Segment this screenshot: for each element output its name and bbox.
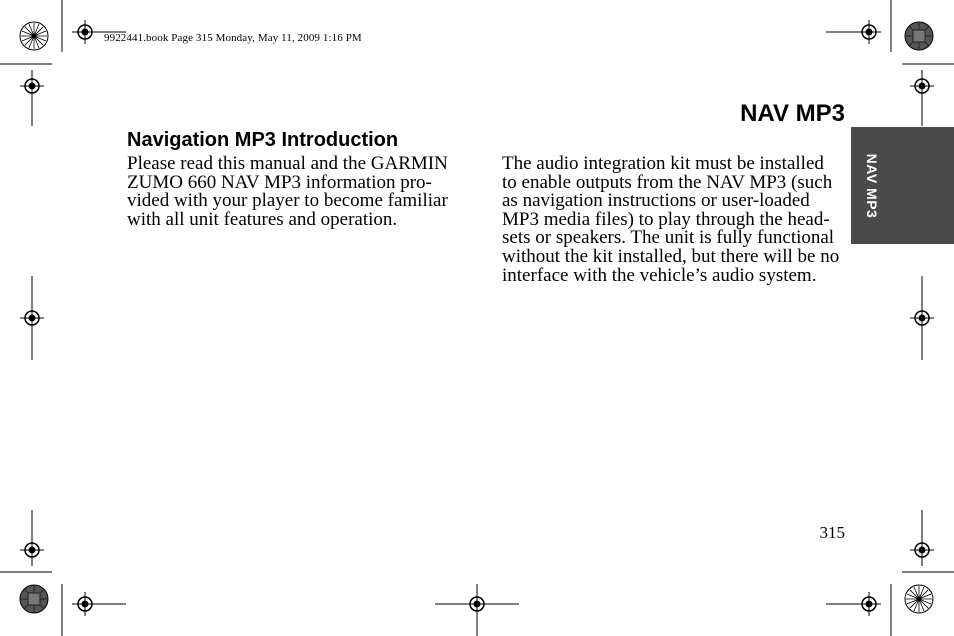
left-column-text [127, 155, 467, 229]
crosshair-target-icon [910, 306, 934, 330]
audio-kit-paragraph [502, 155, 847, 285]
chapter-side-tab-label: NAV MP3 [864, 153, 880, 219]
crosshair-target-icon [20, 306, 44, 330]
text-line: interface with the vehicle’s audio system. [502, 264, 817, 286]
text-line: to enable outputs from the NAV MP3 (such [502, 171, 833, 193]
crosshair-target-icon [910, 74, 934, 98]
text-line: vided with your player to become familiar [127, 190, 448, 212]
page-number: 315 [819, 523, 845, 542]
starburst-registration-icon [20, 22, 48, 50]
page-title: NAV MP3 [740, 100, 845, 127]
crosshair-target-icon [20, 538, 44, 562]
crosshair-target-icon [20, 74, 44, 98]
crosshair-target-icon [857, 592, 881, 616]
text-line: without the kit installed, but there will be no [502, 245, 840, 267]
text-line: MP3 media files) to play through the head- [502, 208, 830, 230]
text-line: Please read this manual and the GARMIN [127, 153, 448, 174]
section-heading: Navigation MP3 Introduction [127, 129, 399, 151]
crosshair-target-icon [73, 20, 97, 44]
crosshair-target-icon [910, 538, 934, 562]
text-line: ZUMO 660 NAV MP3 information pro- [127, 171, 432, 193]
book-slug-line: 9922441.book Page 315 Monday, May 11, 2009 1:16 PM [104, 32, 362, 44]
text-line: sets or speakers. The unit is fully functional [502, 227, 835, 249]
intro-paragraph [127, 155, 467, 229]
starburst-registration-icon [905, 22, 933, 50]
starburst-registration-icon [20, 585, 48, 613]
crosshair-target-icon [73, 592, 97, 616]
right-column-text [502, 155, 847, 285]
starburst-registration-icon [905, 585, 933, 613]
crosshair-target-icon [857, 20, 881, 44]
text-line: with all unit features and operation. [127, 208, 398, 230]
crosshair-target-icon [465, 592, 489, 616]
text-line: The audio integration kit must be installed [502, 153, 824, 174]
text-line: as navigation instructions or user-loaded [502, 190, 810, 212]
